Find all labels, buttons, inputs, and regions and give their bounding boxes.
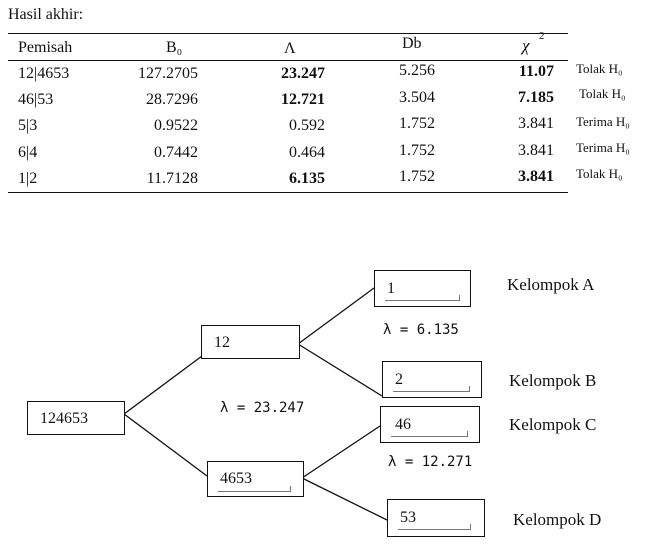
cell-decision: Tolak H₀	[576, 61, 623, 76]
cell-lambda: 6.135	[289, 170, 325, 187]
cell-db: 5.256	[399, 62, 435, 79]
cell-decision: Tolak H₀	[576, 166, 623, 181]
node-leaf-2-underline	[393, 386, 470, 392]
group-d-label: Kelompok D	[513, 510, 602, 529]
cell-pemisah: 5|3	[18, 117, 38, 134]
cell-db: 1.752	[399, 115, 435, 132]
group-a-label: Kelompok A	[507, 275, 595, 294]
cell-pemisah: 46|53	[18, 91, 54, 108]
cell-decision: Terima H₀	[576, 140, 630, 155]
cell-pemisah: 1|2	[18, 170, 38, 187]
lambda-12-label: λ = 6.135	[383, 322, 459, 338]
cell-chi: 3.841	[518, 115, 554, 132]
cell-chi: 3.841	[518, 142, 554, 159]
node-4653-underline	[218, 486, 291, 492]
node-leaf-1	[374, 270, 471, 307]
cell-chi: 11.07	[518, 63, 554, 80]
header-b0: B₀	[166, 39, 183, 56]
node-leaf-1-underline	[385, 295, 460, 301]
node-leaf-46-label: 46	[395, 416, 411, 433]
cell-db: 1.752	[399, 168, 435, 185]
node-leaf-46	[380, 406, 480, 443]
node-leaf-1-label: 1	[387, 280, 395, 297]
cell-lambda: 12.721	[281, 91, 325, 108]
edge-root-12	[124, 356, 202, 414]
node-leaf-53	[387, 499, 485, 537]
node-root	[27, 401, 125, 435]
node-leaf-2-label: 2	[395, 371, 403, 388]
node-leaf-2	[382, 361, 482, 398]
cell-lambda: 0.464	[289, 144, 325, 161]
header-chi: χ	[522, 36, 530, 55]
cell-decision: Terima H₀	[576, 114, 630, 129]
table-title: Hasil akhir:	[8, 6, 84, 23]
cell-pemisah: 6|4	[18, 144, 38, 161]
cell-db: 3.504	[399, 89, 435, 106]
edge-root-4653	[124, 414, 207, 476]
edge-12-1	[298, 288, 374, 344]
cell-lambda: 0.592	[289, 117, 325, 134]
header-lambda: Λ	[284, 40, 296, 57]
cell-b0: 127.2705	[138, 65, 198, 82]
node-leaf-46-underline	[391, 431, 468, 437]
edge-4653-53	[302, 478, 387, 520]
cell-b0: 0.9522	[154, 117, 198, 134]
cell-chi: 3.841	[518, 168, 554, 185]
cell-pemisah: 12|4653	[18, 65, 70, 82]
node-leaf-53-underline	[398, 524, 471, 530]
cell-db: 1.752	[399, 142, 435, 159]
cell-decision: Tolak H₀	[579, 86, 626, 101]
cell-b0: 28.7296	[146, 91, 198, 108]
lambda-4653-label: λ = 12.271	[388, 454, 473, 470]
node-4653	[207, 461, 304, 497]
node-root-label: 124653	[40, 410, 88, 427]
group-c-label: Kelompok C	[509, 415, 597, 434]
cell-chi: 7.185	[518, 89, 554, 106]
header-pemisah: Pemisah	[18, 39, 73, 56]
node-12-label: 12	[214, 334, 230, 351]
node-4653-label: 4653	[220, 470, 252, 487]
cell-lambda: 23.247	[281, 65, 325, 82]
header-db: Db	[402, 35, 422, 52]
edge-4653-46	[302, 426, 380, 478]
group-b-label: Kelompok B	[509, 371, 597, 390]
lambda-root-label: λ = 23.247	[220, 400, 305, 416]
node-12	[201, 325, 300, 359]
edge-12-2	[298, 344, 382, 396]
cell-b0: 0.7442	[154, 144, 198, 161]
cell-b0: 11.7128	[146, 170, 198, 187]
header-chi-superscript: 2	[539, 30, 545, 42]
node-leaf-53-label: 53	[400, 509, 416, 526]
